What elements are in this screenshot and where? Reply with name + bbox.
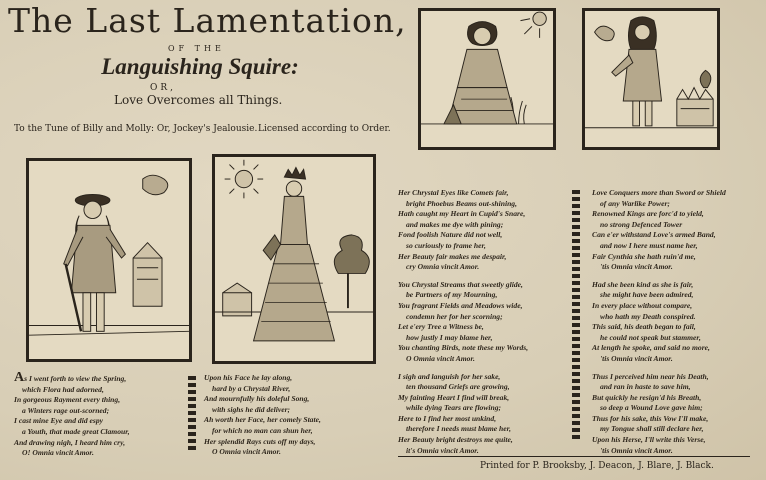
- verse-line: bright Phoebus Beams out-shining,: [406, 198, 517, 208]
- woodcut-gentleman-cane-art: [29, 161, 189, 359]
- verse-line: Had she been kind as she is fair,: [592, 279, 694, 289]
- verse-line: As I went forth to view the Spring,: [14, 370, 127, 385]
- verse-stanza: [398, 280, 528, 365]
- verse-line: In every place without compare,: [592, 300, 693, 310]
- verse-line: Ah worth her Face, her comely State,: [204, 415, 321, 425]
- verse-line: You Chrystal Streams that sweetly glide,: [398, 279, 523, 289]
- verse-line: for which no man can shun her,: [212, 425, 313, 435]
- ballad-tagline: Love Overcomes all Things.: [114, 93, 283, 107]
- verse-line: it's Omnia vincit Amor.: [406, 445, 479, 455]
- verse-line: Her Beauty fair makes me despair,: [398, 251, 507, 261]
- verse-line: how justly I may blame her,: [406, 332, 493, 342]
- verse-line: Love Conquers more than Sword or Shield: [592, 188, 726, 197]
- verse-line: 'tis Omnia vincit Amor.: [600, 445, 673, 455]
- verse-line: 'tis Omnia vincit Amor.: [600, 262, 673, 272]
- woodcut-gentleman-cane: [26, 158, 192, 362]
- verse-column-3: [398, 188, 528, 463]
- verse-line: a Youth, that made great Clamour,: [22, 426, 130, 436]
- verse-stanza: [592, 280, 726, 365]
- verse-line: I sigh and languish for her sake,: [398, 371, 501, 381]
- verse-column-4: [592, 188, 726, 463]
- tune-line: To the Tune of Billy and Molly: Or, Jockey's Jealousie.: [14, 124, 258, 134]
- verse-line: hard by a Chrystal River,: [212, 383, 291, 393]
- verse-line: At length he spoke, and said no more,: [592, 343, 710, 353]
- woodcut-lady-seated: [418, 8, 556, 150]
- verse-line: But quickly he resign'd his Breath,: [592, 392, 702, 402]
- verse-line: Hath caught my Heart in Cupid's Snare,: [398, 209, 526, 219]
- verse-stanza: [398, 372, 528, 457]
- woodcut-lady-seated-art: [421, 11, 553, 147]
- verse-line: she might have been admired,: [600, 290, 694, 300]
- verse-stanza: [592, 188, 726, 273]
- verse-stanza: [398, 188, 528, 273]
- woodcut-lady-fan-art: [215, 157, 373, 361]
- verse-line: he could not speak but stammer,: [600, 332, 701, 342]
- woodcut-lady-fan: [212, 154, 376, 364]
- verse-line: therefore I needs must blame her,: [406, 424, 512, 434]
- ornament-divider: [188, 376, 196, 452]
- verse-line: Here to I find her most unkind,: [398, 413, 497, 423]
- verse-line: Can e'er withstand Love's armed Band,: [592, 230, 716, 240]
- verse-line: O! Omnia vincit Amor.: [22, 448, 94, 458]
- verse-line: You chanting Birds, note these my Words,: [398, 343, 529, 353]
- footer-rule: [398, 456, 750, 457]
- verse-line: O Omnia vincit Amor.: [406, 353, 475, 363]
- verse-stanza: [14, 370, 130, 459]
- verse-line: no strong Defenced Tower: [600, 219, 683, 229]
- verse-line: condemn her for her scorning;: [406, 311, 503, 321]
- verse-line: Her Chrystal Eyes like Comets fair,: [398, 188, 509, 197]
- verse-line: Let e'ery Tree a Witness be,: [398, 322, 484, 332]
- title-or: OR,: [150, 83, 177, 93]
- verse-line: my Tongue shall still declare her,: [600, 424, 704, 434]
- ballad-title: The Last Lamentation,: [8, 1, 407, 40]
- verse-line: My fainting Heart I find will break,: [398, 392, 510, 402]
- verse-line: which Flora had adorned,: [22, 384, 104, 394]
- verse-line: and ran in haste to save him,: [600, 382, 691, 392]
- verse-stanza: [592, 372, 726, 457]
- verse-line: and makes me dye with pining;: [406, 219, 504, 229]
- verse-line: Her splendid Rays cuts off my days,: [204, 436, 316, 446]
- verse-line: And drawing nigh, I heard him cry,: [14, 437, 126, 447]
- verse-line: Upon his Face he lay along,: [204, 373, 293, 382]
- verse-line: Upon his Herse, I'll write this Verse,: [592, 435, 706, 445]
- verse-line: ten thousand Griefs are growing,: [406, 382, 510, 392]
- verse-line: who hath my Death conspired.: [600, 311, 696, 321]
- verse-line: Fair Cynthia she hath ruin'd me,: [592, 251, 696, 261]
- verse-line: of any Warlike Power;: [600, 198, 670, 208]
- woodcut-gentleman-town: [582, 8, 720, 150]
- verse-line: so curiously to frame her,: [406, 240, 486, 250]
- verse-line: You fragrant Fields and Meadows wide,: [398, 300, 523, 310]
- verse-line: Fond foolish Nature did not well,: [398, 230, 503, 240]
- verse-line: This said, his death began to fail,: [592, 322, 696, 332]
- verse-line: a Winters rage out-scorned;: [22, 405, 110, 415]
- verse-line: Her Beauty bright destroys me quite,: [398, 435, 513, 445]
- title-of-the: OF THE: [168, 44, 225, 53]
- verse-line: 'tis Omnia vincit Amor.: [600, 353, 673, 363]
- verse-line: Thus for his sake, this Vow I'll make,: [592, 413, 709, 423]
- licensed-line: Licensed according to Order.: [258, 124, 391, 134]
- verse-line: O Omnia vincit Amor.: [212, 447, 281, 457]
- verse-line: Thus I perceived him near his Death,: [592, 371, 709, 381]
- verse-line: cry Omnia vincit Amor.: [406, 262, 480, 272]
- printer-imprint: Printed for P. Brooksby, J. Deacon, J. Blare, J. Black.: [480, 461, 714, 471]
- verse-line: Renowned Kings are forc'd to yield,: [592, 209, 704, 219]
- verse-line: be Partners of my Mourning,: [406, 290, 498, 300]
- ornament-divider: [572, 190, 580, 440]
- verse-column-1: [14, 370, 130, 466]
- verse-line: while dying Tears are flowing;: [406, 403, 502, 413]
- ballad-subtitle: Languishing Squire:: [101, 54, 299, 79]
- verse-line: with sighs he did deliver;: [212, 404, 291, 414]
- verse-line: And mournfully his doleful Song,: [204, 394, 310, 404]
- woodcut-gentleman-town-art: [585, 11, 717, 147]
- verse-line: In gorgeous Rayment every thing,: [14, 395, 121, 405]
- verse-column-2: [204, 373, 321, 465]
- verse-line: so deep a Wound Love gave him;: [600, 403, 703, 413]
- verse-line: I cast mine Eye and did espy: [14, 416, 104, 426]
- verse-line: and now I here must name her,: [600, 240, 698, 250]
- verse-stanza: [204, 373, 321, 458]
